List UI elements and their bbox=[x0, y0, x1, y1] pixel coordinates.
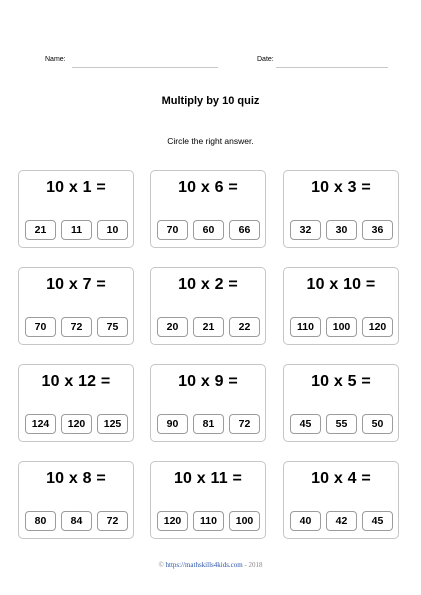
answer-option[interactable]: 30 bbox=[326, 220, 357, 240]
question-text: 10 x 12 = bbox=[41, 373, 111, 390]
question-text: 10 x 7 = bbox=[46, 276, 106, 293]
answer-options bbox=[157, 220, 259, 240]
answer-options bbox=[290, 511, 392, 531]
answer-options bbox=[290, 220, 392, 240]
answer-option[interactable]: 72 bbox=[97, 511, 128, 531]
answer-option[interactable]: 22 bbox=[229, 317, 260, 337]
answer-option[interactable]: 70 bbox=[25, 317, 56, 337]
answer-option[interactable]: 90 bbox=[157, 414, 188, 434]
answer-option[interactable]: 32 bbox=[290, 220, 321, 240]
quiz-title: Multiply by 10 quiz bbox=[161, 95, 260, 107]
footer bbox=[0, 561, 421, 569]
answer-options bbox=[25, 414, 127, 434]
answer-option[interactable]: 70 bbox=[157, 220, 188, 240]
answer-option[interactable]: 124 bbox=[25, 414, 56, 434]
answer-option[interactable]: 125 bbox=[97, 414, 128, 434]
answer-options bbox=[157, 317, 259, 337]
answer-option[interactable]: 84 bbox=[61, 511, 92, 531]
question-card bbox=[150, 170, 266, 248]
question-text: 10 x 8 = bbox=[46, 470, 106, 487]
instructions: Circle the right answer. bbox=[167, 136, 254, 146]
question-card bbox=[150, 364, 266, 442]
answer-option[interactable]: 10 bbox=[97, 220, 128, 240]
name-line bbox=[72, 67, 218, 68]
question-text: 10 x 10 = bbox=[306, 276, 376, 293]
answer-option[interactable]: 75 bbox=[97, 317, 128, 337]
answer-option[interactable]: 21 bbox=[193, 317, 224, 337]
answer-option[interactable]: 40 bbox=[290, 511, 321, 531]
question-text: 10 x 2 = bbox=[178, 276, 238, 293]
answer-options bbox=[290, 414, 392, 434]
question-text: 10 x 9 = bbox=[178, 373, 238, 390]
question-text: 10 x 5 = bbox=[311, 373, 371, 390]
answer-options bbox=[25, 317, 127, 337]
question-card bbox=[283, 461, 399, 539]
answer-option[interactable]: 55 bbox=[326, 414, 357, 434]
name-label: Name: bbox=[45, 56, 66, 63]
answer-option[interactable]: 120 bbox=[61, 414, 92, 434]
question-card bbox=[283, 267, 399, 345]
question-card bbox=[283, 364, 399, 442]
question-card bbox=[283, 170, 399, 248]
answer-option[interactable]: 42 bbox=[326, 511, 357, 531]
question-text: 10 x 6 = bbox=[178, 179, 238, 196]
answer-option[interactable]: 60 bbox=[193, 220, 224, 240]
question-grid bbox=[18, 170, 399, 544]
answer-option[interactable]: 80 bbox=[25, 511, 56, 531]
answer-options bbox=[157, 511, 259, 531]
answer-option[interactable]: 66 bbox=[229, 220, 260, 240]
question-text: 10 x 4 = bbox=[311, 470, 371, 487]
question-card bbox=[150, 461, 266, 539]
question-card bbox=[150, 267, 266, 345]
copyright-year: - 2018 bbox=[244, 561, 263, 569]
answer-option[interactable]: 45 bbox=[290, 414, 321, 434]
question-text: 10 x 1 = bbox=[46, 179, 106, 196]
answer-option[interactable]: 100 bbox=[326, 317, 357, 337]
question-card bbox=[18, 267, 134, 345]
answer-options bbox=[25, 220, 127, 240]
question-card bbox=[18, 461, 134, 539]
question-card bbox=[18, 170, 134, 248]
copyright-icon: © bbox=[158, 561, 164, 569]
answer-option[interactable]: 100 bbox=[229, 511, 260, 531]
answer-option[interactable]: 72 bbox=[229, 414, 260, 434]
answer-option[interactable]: 11 bbox=[61, 220, 92, 240]
answer-option[interactable]: 72 bbox=[61, 317, 92, 337]
answer-option[interactable]: 120 bbox=[362, 317, 393, 337]
question-card bbox=[18, 364, 134, 442]
answer-option[interactable]: 45 bbox=[362, 511, 393, 531]
answer-option[interactable]: 110 bbox=[193, 511, 224, 531]
date-label: Date: bbox=[257, 56, 274, 63]
answer-options bbox=[25, 511, 127, 531]
question-text: 10 x 11 = bbox=[173, 470, 243, 487]
answer-option[interactable]: 36 bbox=[362, 220, 393, 240]
question-text: 10 x 3 = bbox=[311, 179, 371, 196]
date-line bbox=[276, 67, 388, 68]
answer-option[interactable]: 50 bbox=[362, 414, 393, 434]
answer-options bbox=[290, 317, 392, 337]
website-link[interactable]: https://mathskills4kids.com bbox=[165, 561, 243, 569]
answer-option[interactable]: 110 bbox=[290, 317, 321, 337]
answer-options bbox=[157, 414, 259, 434]
answer-option[interactable]: 20 bbox=[157, 317, 188, 337]
answer-option[interactable]: 120 bbox=[157, 511, 188, 531]
answer-option[interactable]: 21 bbox=[25, 220, 56, 240]
answer-option[interactable]: 81 bbox=[193, 414, 224, 434]
